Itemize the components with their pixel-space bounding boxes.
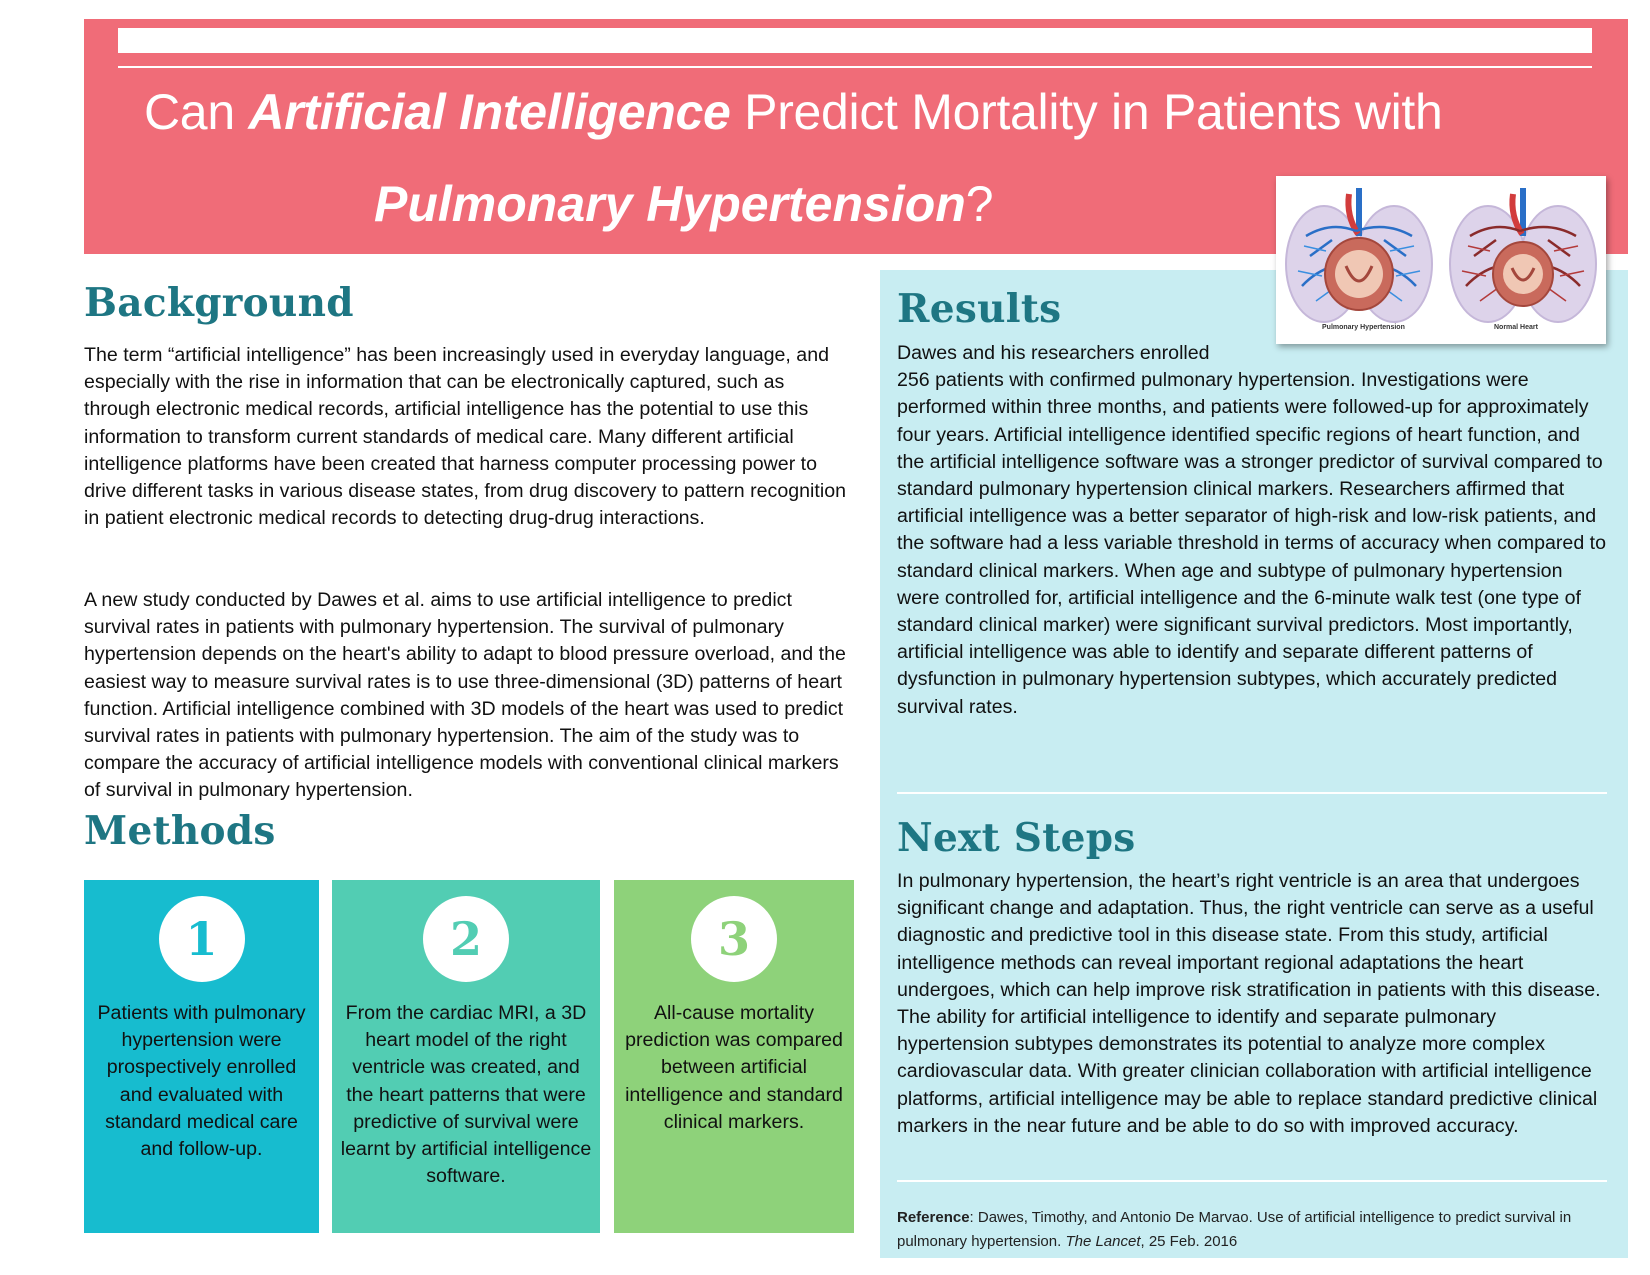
poster-title-line2: Pulmonary Hypertension? bbox=[374, 176, 994, 232]
background-paragraph-2: A new study conducted by Dawes et al. aims to use artificial intelligence to predict survival rates in patients with pulmonary hypertension. The survival of pulmonary hypertension depends on the heart's ability to adapt to blood pressure overload, and the easiest way to measure survival rates is to use three-dimensional (3D) patterns of heart function. Artificial intelligence combined with 3D models of the heart was used to predict survival rates in patients with pulmonary hypertension. The aim of the study was to compare the accuracy of artificial intelligence models with conventional clinical markers of survival in pulmonary hypertension. bbox=[84, 589, 846, 802]
panel-divider-1 bbox=[897, 792, 1607, 794]
methods-heading: Methods bbox=[84, 808, 276, 854]
title-emphasis-ph: Pulmonary Hypertension bbox=[374, 176, 966, 232]
panel-divider-2 bbox=[897, 1180, 1607, 1182]
results-paragraph bbox=[897, 340, 1607, 721]
step-number-1: 1 bbox=[159, 896, 245, 982]
method-step-1 bbox=[84, 880, 319, 1233]
method-step-3 bbox=[614, 880, 854, 1233]
results-body: 256 patients with confirmed pulmonary hypertension. Investigations were performed within three months, and patients were followed-up for approximately four years. Artificial intelligence identified specific regions of heart function, and the artificial intelligence software was a stronger predictor of survival compared to standard pulmonary hypertension clinical markers. Researchers affirmed that artificial intelligence was a better separator of high-risk and low-risk patients, and the software had a less variable threshold in terms of accuracy when compared to standard clinical markers. When age and subtype of pulmonary hypertension were controlled for, artificial intelligence and the 6-minute walk test (one type of standard clinical marker) were significant survival predictors. Most importantly, artificial intelligence was able to identify and separate different patterns of dysfunction in pulmonary hypertension subtypes, which accurately predicted survival rates. bbox=[897, 369, 1607, 718]
pulmonary-hypertension-lungs bbox=[1286, 188, 1432, 322]
next-steps-paragraph: In pulmonary hypertension, the heart’s right ventricle is an area that undergoes significant change and adaptation. Thus, the right ventricle can serve as a useful diagnostic and predictive tool in this disease state. From this study, artificial intelligence methods can reveal important regional adaptations the heart undergoes, which can help improve risk stratification in patients with this disease. The ability for artificial intelligence to identify and separate pulmonary hypertension subtypes demonstrates its potential to analyze more complex cardiovascular data. With greater clinician collaboration with artificial intelligence platforms, artificial intelligence may be able to replace standard predictive clinical markers in the near future and be able to do so with improved accuracy. bbox=[897, 870, 1601, 1137]
title-emphasis-ai: Artificial Intelligence bbox=[248, 84, 731, 140]
poster-title-line1: Can Artificial Intelligence Predict Mortality in Patients with bbox=[144, 84, 1443, 140]
normal-heart-lungs bbox=[1450, 188, 1596, 322]
figure-caption-right: Normal Heart bbox=[1494, 324, 1538, 331]
header-divider bbox=[118, 66, 1592, 68]
background-heading: Background bbox=[84, 280, 354, 326]
step-text-3: All-cause mortality prediction was compared between artificial intelligence and standard clinical markers. bbox=[625, 1002, 843, 1133]
header-white-bar bbox=[118, 28, 1592, 53]
figure-caption-left: Pulmonary Hypertension bbox=[1322, 324, 1405, 331]
reference-label: Reference bbox=[897, 1209, 970, 1226]
step-text-2: From the cardiac MRI, a 3D heart model of the right ventricle was created, and the heart patterns that were predictive of survival were learnt by artificial intelligence software. bbox=[340, 1002, 592, 1188]
step-number-2: 2 bbox=[423, 896, 509, 982]
lungs-heart-graphic bbox=[1276, 176, 1606, 344]
heart-illustration bbox=[1276, 176, 1606, 344]
step-number-3: 3 bbox=[691, 896, 777, 982]
results-heading: Results bbox=[897, 286, 1062, 332]
reference-journal: The Lancet bbox=[1065, 1233, 1141, 1250]
next-steps-heading: Next Steps bbox=[897, 815, 1136, 861]
method-step-2 bbox=[332, 880, 600, 1233]
results-first-line: Dawes and his researchers enrolled bbox=[897, 342, 1210, 364]
background-paragraph-1: The term “artificial intelligence” has been increasingly used in everyday language, and especially with the rise in information that can be electronically captured, such as through electronic medical records, artificial intelligence has the potential to use this information to transform current standards of medical care. Many different artificial intelligence platforms have been created that harness computer processing power to drive different tasks in various disease states, from drug discovery to pattern recognition in patient electronic medical records to detecting drug-drug interactions. bbox=[84, 344, 846, 530]
reference-citation: Reference: Dawes, Timothy, and Antonio De Marvao. Use of artificial intelligence to predict survival in pulmonary hypertension. The Lancet, 25 Feb. 2016 bbox=[897, 1209, 1572, 1250]
step-text-1: Patients with pulmonary hypertension were prospectively enrolled and evaluated with standard medical care and follow-up. bbox=[97, 1002, 306, 1161]
